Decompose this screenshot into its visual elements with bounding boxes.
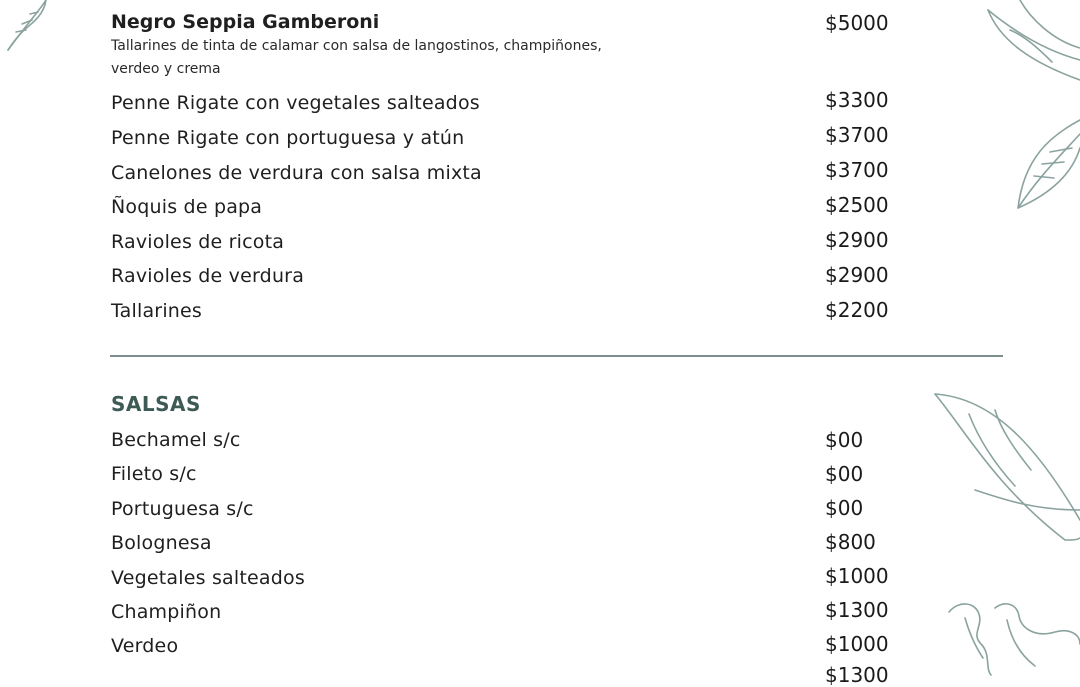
leaf-icon: [0, 0, 60, 60]
menu-item-name: Tallarines: [111, 300, 203, 322]
section-divider: [110, 355, 1003, 357]
menu-item-price: $00: [825, 428, 864, 452]
menu-item-name: Ñoquis de papa: [111, 196, 263, 218]
menu-item-name: Vegetales salteados: [111, 567, 305, 589]
menu-item-name: Verdeo: [111, 635, 179, 657]
menu-item-price: $1300: [825, 663, 889, 687]
menu-item-name: Bechamel s/c: [111, 429, 241, 451]
menu-item-price: $2200: [825, 298, 889, 322]
leaf-icon: [935, 390, 1080, 550]
menu-item-price: $3700: [825, 123, 889, 147]
menu-item-price: $00: [825, 462, 864, 486]
menu-item-name: Penne Rigate con vegetales salteados: [111, 92, 480, 114]
menu-item-price: $2900: [825, 228, 889, 252]
menu-item-name: Portuguesa s/c: [111, 498, 254, 520]
featured-dish-description: Tallarines de tinta de calamar con salsa de langostinos, champiñones, verdeo y crema: [111, 38, 602, 77]
menu-item-name: Penne Rigate con portuguesa y atún: [111, 127, 465, 149]
leaf-icon: [945, 598, 1080, 675]
menu-item-price: $2900: [825, 263, 889, 287]
featured-dish-name: Negro Seppia Gamberoni: [111, 11, 380, 33]
menu-item-name: Ravioles de verdura: [111, 265, 305, 287]
menu-item-name: Bolognesa: [111, 532, 212, 554]
menu-item-name: Fileto s/c: [111, 463, 197, 485]
menu-item-price: $3300: [825, 88, 889, 112]
menu-item-price: $2500: [825, 193, 889, 217]
leaf-icon: [980, 0, 1080, 100]
menu-item-price: $00: [825, 496, 864, 520]
menu-item-price: $1000: [825, 564, 889, 588]
menu-item-name: Ravioles de ricota: [111, 231, 285, 253]
menu-item-price: $1000: [825, 632, 889, 656]
section-heading-salsas: SALSAS: [111, 392, 201, 416]
menu-item-name: Champiñon: [111, 601, 222, 623]
menu-item-price: $3700: [825, 158, 889, 182]
menu-item-price: $800: [825, 530, 876, 554]
leaf-icon: [1010, 118, 1080, 213]
menu-item-name: Canelones de verdura con salsa mixta: [111, 162, 482, 184]
menu-item-price: $1300: [825, 598, 889, 622]
featured-dish-price: $5000: [825, 11, 889, 35]
